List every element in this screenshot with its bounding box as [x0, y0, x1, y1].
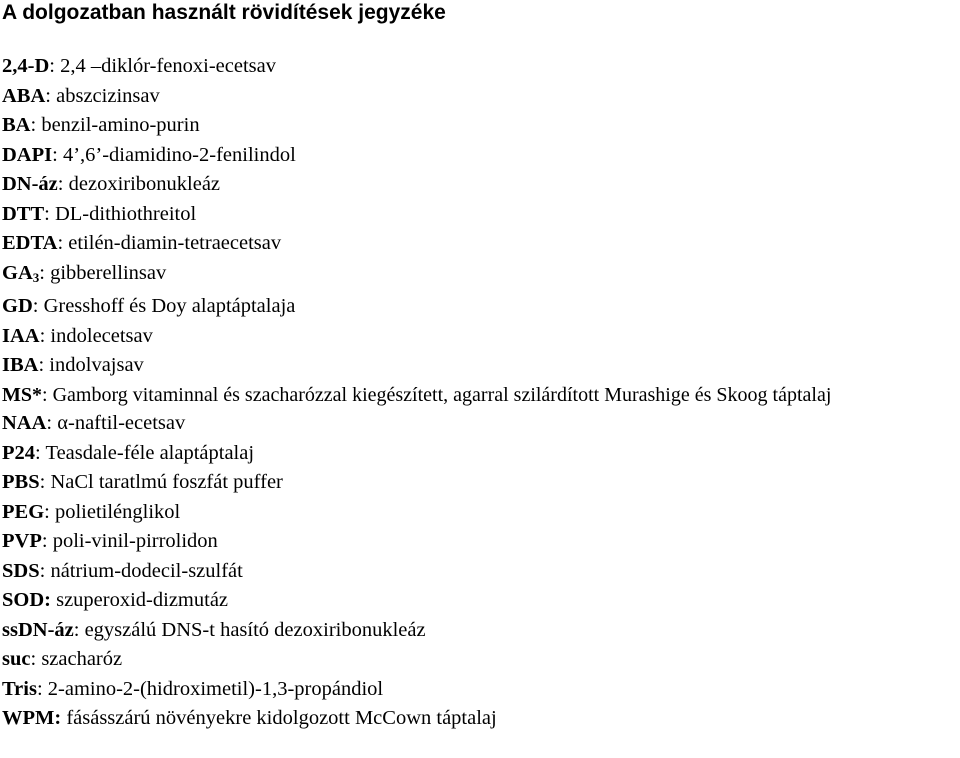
separator: : [39, 324, 51, 347]
subscript: 3 [32, 269, 40, 285]
list-item [2, 704, 958, 734]
abbreviation: PVP [2, 530, 42, 552]
abbreviation: NAA [2, 412, 47, 434]
definition: 2-amino-2-(hidroximetil)-1,3-propándiol [47, 677, 384, 700]
list-item [2, 616, 958, 646]
abbreviation: GD [2, 295, 33, 317]
definition: DL-dithiothreitol [54, 202, 197, 225]
separator: : [30, 114, 42, 136]
separator: : [49, 55, 61, 77]
separator: : [52, 143, 63, 166]
list-item [2, 200, 958, 230]
list-item [2, 170, 958, 200]
definition: benzil-amino-purin [41, 114, 200, 136]
definition: abszcizinsav [56, 84, 160, 107]
definition: szacharóz [41, 648, 123, 670]
definition: poli-vinil-pirrolidon [52, 530, 218, 552]
definition: indolvajsav [49, 354, 144, 376]
list-item [2, 675, 958, 705]
definition: Teasdale-féle alaptáptalaj [45, 441, 255, 464]
definition: egyszálú DNS-t hasító dezoxiribonukleáz [84, 618, 426, 641]
abbreviation: IBA [2, 354, 39, 376]
separator: : [39, 559, 51, 582]
abbreviation: MS* [2, 383, 42, 406]
definition: Gresshoff és Doy alaptáptalaja [43, 295, 296, 317]
separator: : [39, 471, 51, 493]
abbreviation: P24 [2, 441, 36, 464]
abbreviation: SOD: [2, 589, 51, 611]
separator: : [38, 354, 50, 376]
list-item [2, 645, 958, 675]
separator: : [42, 383, 53, 406]
list-item [2, 351, 958, 381]
abbreviation: BA [2, 114, 31, 136]
definition: szuperoxid-dizmutáz [56, 589, 229, 611]
separator: : [41, 530, 53, 552]
separator: : [46, 412, 58, 434]
separator: : [44, 500, 55, 523]
definition: etilén-diamin-tetraecetsav [68, 232, 282, 254]
abbreviation: EDTA [2, 232, 58, 254]
definition: α-naftil-ecetsav [57, 412, 186, 434]
list-item [2, 292, 958, 322]
definition: NaCl taratlmú foszfát puffer [50, 471, 283, 493]
list-item [2, 557, 958, 587]
separator: : [57, 232, 69, 254]
definition: indolecetsav [50, 324, 153, 347]
separator: : [36, 677, 48, 700]
list-item [2, 141, 958, 171]
abbreviation: DTT [2, 202, 45, 225]
abbreviation: GA [2, 261, 33, 284]
list-item [2, 52, 958, 82]
abbreviation: ABA [2, 84, 46, 107]
page-title: A dolgozatban használt rövidítések jegyzéke [2, 1, 446, 24]
abbreviation: DAPI [2, 143, 53, 166]
abbreviation: PBS [2, 471, 40, 493]
abbreviation: Tris [2, 677, 37, 700]
list-item [2, 586, 958, 616]
definition: 2,4 –diklór-fenoxi-ecetsav [60, 55, 276, 77]
abbreviation-list [2, 52, 958, 734]
definition: 4’,6’-diamidino-2-fenilindol [62, 143, 296, 166]
definition: gibberellinsav [50, 261, 167, 284]
separator: : [30, 648, 42, 670]
list-item [2, 439, 958, 469]
separator: : [45, 84, 57, 107]
list-item [2, 381, 958, 410]
definition: fásásszárú növényekre kidolgozott McCown táptalaj [66, 707, 497, 729]
abbreviation: ssDN-áz [2, 618, 74, 641]
list-item [2, 498, 958, 528]
list-item [2, 259, 958, 293]
separator: : [32, 295, 44, 317]
abbreviation: suc [2, 648, 31, 670]
abbreviation: DN-áz [2, 173, 58, 195]
list-item [2, 111, 958, 141]
abbreviation: IAA [2, 324, 40, 347]
separator: : [57, 173, 69, 195]
abbreviation: 2,4-D [2, 55, 50, 77]
list-item [2, 409, 958, 439]
definition: Gamborg vitaminnal és szacharózzal kiegészített, agarral szilárdított Murashige és Skoog táptalaj [52, 383, 832, 406]
abbreviation: SDS [2, 559, 40, 582]
list-item [2, 468, 958, 498]
separator: : [44, 202, 55, 225]
list-item [2, 229, 958, 259]
list-item [2, 322, 958, 352]
definition: nátrium-dodecil-szulfát [50, 559, 243, 582]
definition: polietilénglikol [54, 500, 181, 523]
list-item [2, 527, 958, 557]
definition: dezoxiribonukleáz [68, 173, 221, 195]
separator: : [35, 441, 46, 464]
abbreviation: PEG [2, 500, 45, 523]
list-item [2, 82, 958, 112]
abbreviation: WPM: [2, 707, 62, 729]
separator: : [73, 618, 85, 641]
separator: : [39, 261, 51, 284]
